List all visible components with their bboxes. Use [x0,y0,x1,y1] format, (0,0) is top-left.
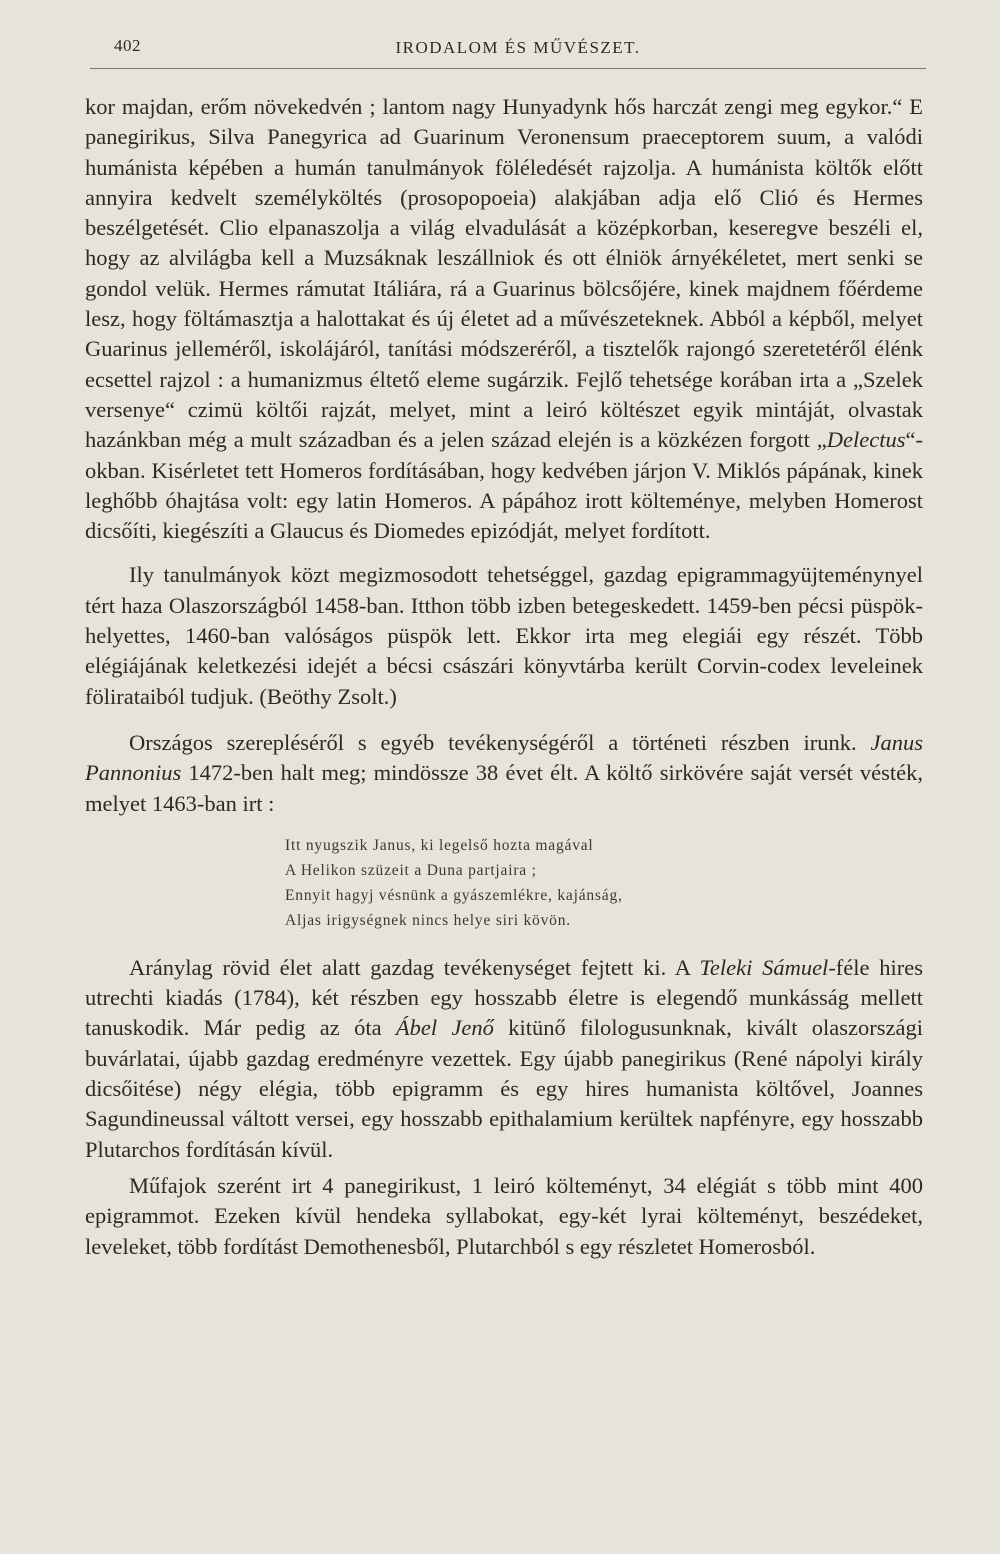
paragraph-4-start: Aránylag rövid élet alatt gazdag tevékenységet fejtett ki. A [129,954,700,980]
body-text [85,92,923,1262]
verse-line: Itt nyugszik Janus, ki legelső hozta magával [285,836,594,854]
paragraph-4-end: kitünő filologusunknak, kivált olaszországi buvárlatai, újabb gazdag eredményre vezettek. Egy újabb panegirikus (René nápolyi király dicsőitése) négy elégia, több epigramm és egy hires humanista költővel, Joannes Sagundineussal váltott versei, egy hosszabb epithalamium kerültek napfényre, egy hosszabb Plutarchos fordításán kívül. [85,1015,923,1162]
italic-delectus: Delectus [826,427,906,453]
paragraph-2: Ily tanulmányok közt megizmosodott tehetséggel, gazdag epigrammagyüjteménynyel tért haza Olaszországból 1458-ban. Itthon több izben betegeskedett. 1459-ben pécsi püspök-helyettes, 1460-ban valóságos püspök lett. Ekkor irta meg elegiái egy részét. Több elégiájának keletkezési idejét a bécsi császári könyvtárba került Corvin-codex leveleinek fölirataiból tudjuk. (Beöthy Zsolt.) [85,562,923,709]
paragraph-3 [85,728,923,819]
paragraph-1 [85,92,923,546]
running-title: IRODALOM ÉS MŰVÉSZET. [395,38,641,57]
verse-line: A Helikon szüzeit a Duna partjaira ; [285,861,537,879]
italic-teleki-samuel: Teleki Sámuel [699,954,829,980]
paragraph-4 [85,953,923,1165]
paragraph-3-start: Országos szerepléséről s egyéb tevékenységéről a történeti részben irunk. [129,729,871,755]
paragraph-1-text: kor majdan, erőm növekedvén ; lantom nagy Hunyadynk hős harczát zengi meg egykor.“ E panegirikus, Silva Panegyrica ad Guarinum Veronensum praeceptorem suum, a valódi humánista képében a humán tanulmányok föléledését rajzolja. A humánista költők előtt annyira kedvelt személyköltés (prosopopoeia) alakjában adja elő Clió és Hermes beszélgetését. Clio elpanaszolja a világ elvadulását a középkorban, keseregve beszéli el, hogy az alvilágba kell a Muzsáknak leszállniok és ott élniök árnyékéletet, mert senki se gondol velük. Hermes rámutat Itáliára, rá a Guarinus bölcsőjére, kinek majdnem főérdeme lesz, hogy föltámasztja a halottakat és új életet ad a művészeteknek. Abból a képből, melyet Guarinus jelleméről, iskolájáról, tanítási módszeréről, a tisztelők rajongó szeretetéről élénk ecsettel rajzol : a humanizmus éltető eleme sugárzik. Fejlő tehetsége korában irta a „Szelek versenye“ czimü költői rajzát, melyet, mint a leiró költészet egyik mintáját, olvastak hazánkban még a mult században és a jelen század elején is a közkézen forgott „ [85,94,923,453]
paragraph-1-end: “-okban. Kisérletet tett Homeros fordításában, hogy kedvében járjon V. Miklós pápának, kinek leghőbb óhajtása volt: egy latin Homeros. A pápához irott költeménye, melyben Homerost dicsőíti, kiegészíti a Glaucus és Diomedes epizódját, melyet fordított. [85,427,923,544]
paragraph-3-end: 1472-ben halt meg; mindössze 38 évet élt. A költő sirkövére saját versét vésték, melyet 1463-ban irt : [85,760,923,816]
verse-line: Aljas irigységnek nincs helye siri kövön. [285,911,571,929]
page-number: 402 [114,36,141,55]
paragraph-5: Műfajok szerént irt 4 panegirikust, 1 leiró költeményt, 34 elégiát s több mint 400 epigrammot. Ezeken kívül hendeka syllabokat, egy-két lyrai költeményt, beszédeket, leveleket, több fordítást Demothenesből, Plutarchból s egy részletet Homerosból. [85,1172,923,1259]
epitaph-verse [285,833,923,933]
italic-abel-jeno: Ábel Jenő [395,1015,494,1041]
paragraph-4-mid: -féle hires utrechti kiadás (1784), két részben egy hosszabb életre is elegendő munkásság mellett tanuskodik. Már pedig az óta [85,954,923,1041]
italic-janus-pannonius: Janus Pannonius [85,729,923,786]
page-header [90,34,926,69]
verse-line: Ennyit hagyj vésnünk a gyászemlékre, kajánság, [285,886,623,904]
